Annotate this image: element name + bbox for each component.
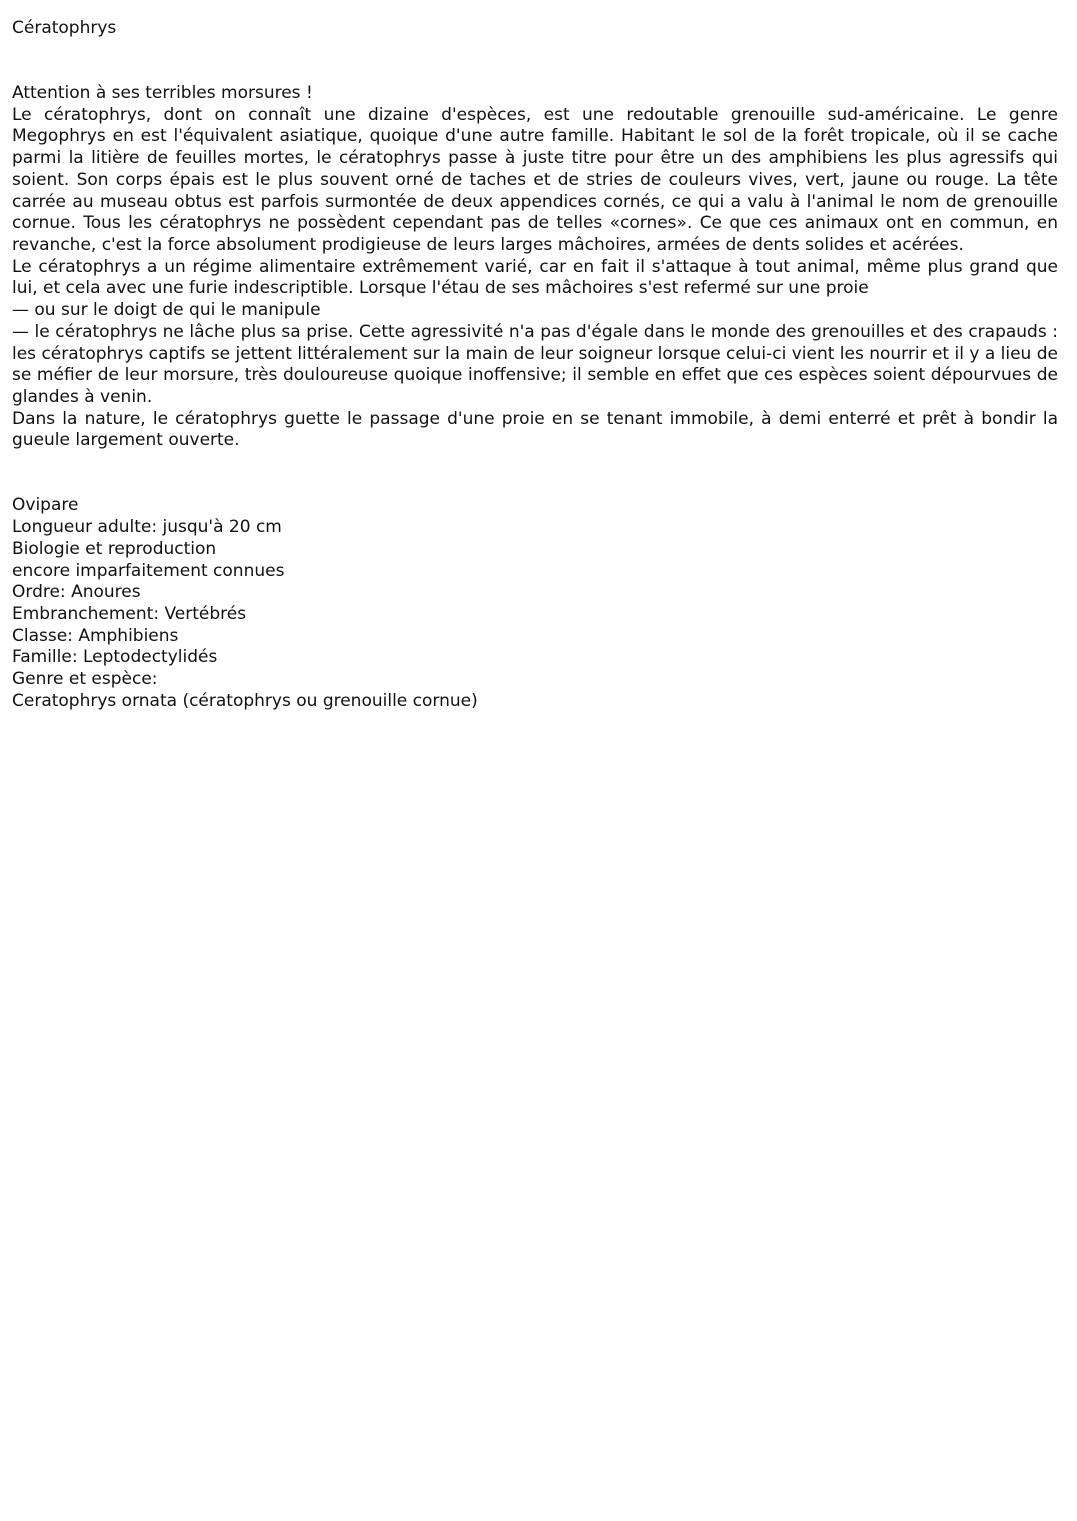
article-body: [12, 83, 1058, 452]
fact-item: Famille: Leptodectylidés: [12, 647, 218, 668]
fact-item: Ovipare: [12, 495, 79, 516]
paragraph: Dans la nature, le cératophrys guette le passage d'une proie en se tenant immobile, à demi enterré et prêt à bondir la gueule largement ouverte.: [12, 408, 1058, 451]
spacer: [12, 452, 1058, 495]
fact-item: Genre et espèce:: [12, 669, 158, 690]
fact-item: Ceratophrys ornata (cératophrys ou grenouille cornue): [12, 690, 478, 711]
facts-list: [12, 495, 1058, 712]
paragraph: Le cératophrys a un régime alimentaire extrêmement varié, car en fait il s'attaque à tout animal, même plus grand que lui, et cela avec une furie indescriptible. Lorsque l'étau de ses mâchoires s'est refermé sur une proie: [12, 256, 1058, 299]
fact-item: encore imparfaitement connues: [12, 560, 285, 581]
subtitle: Attention à ses terribles morsures !: [12, 83, 313, 104]
fact-item: Biologie et reproduction: [12, 538, 217, 559]
paragraph: — ou sur le doigt de qui le manipule: [12, 300, 321, 321]
paragraph: Le cératophrys, dont on connaît une dizaine d'espèces, est une redoutable grenouille sud-américaine. Le genre Megophrys en est l'équivalent asiatique, quoique d'une autre famille. Habitant le sol de la forêt tropicale, où il se cache parmi la litière de feuilles mortes, le cératophrys passe à juste titre pour être un des amphibiens les plus agressifs qui soient. Son corps épais est le plus souvent orné de taches et de stries de couleurs vives, vert, jaune ou rouge. La tête carrée au museau obtus est parfois surmontée de deux appendices cornés, ce qui a valu à l'animal le nom de grenouille cornue. Tous les cératophrys ne possèdent cependant pas de telles «cornes». Ce que ces animaux ont en commun, en revanche, c'est la force absolument prodigieuse de leurs larges mâchoires, armées de dents solides et acérées.: [12, 104, 1058, 255]
page-title: Cératophrys: [12, 18, 117, 38]
fact-item: Embranchement: Vertébrés: [12, 603, 247, 624]
fact-item: Longueur adulte: jusqu'à 20 cm: [12, 517, 282, 538]
paragraph: — le cératophrys ne lâche plus sa prise. Cette agressivité n'a pas d'égale dans le monde des grenouilles et des crapauds : les cératophrys captifs se jettent littéralement sur la main de leur soigneur lorsque celui-ci vient les nourrir et il y a lieu de se méfier de leur morsure, très douloureuse quoique inoffensive; il semble en effet que ces espèces soient dépourvues de glandes à venin.: [12, 321, 1058, 407]
spacer: [12, 40, 1058, 83]
fact-item: Ordre: Anoures: [12, 582, 141, 603]
document-page: [12, 18, 1058, 712]
fact-item: Classe: Amphibiens: [12, 625, 179, 646]
